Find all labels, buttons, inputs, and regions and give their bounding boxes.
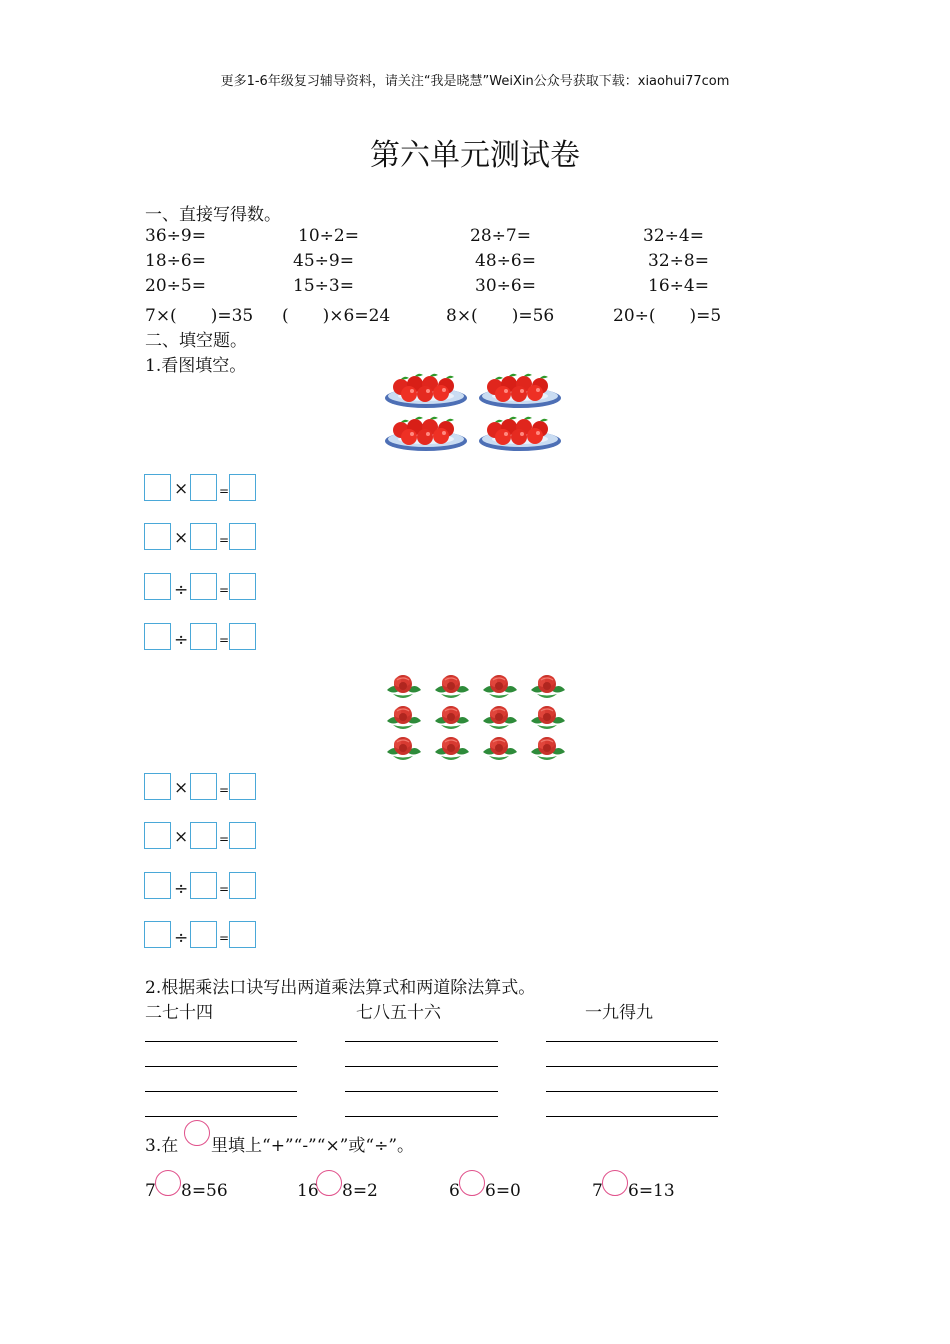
section2-heading: 二、填空题。 <box>145 331 247 351</box>
problem: 45÷9= <box>293 251 354 271</box>
q3-left-operand: 16 <box>297 1181 319 1201</box>
problem: 18÷6= <box>145 251 206 271</box>
operator-circle[interactable] <box>316 1170 342 1196</box>
operator-circle-example <box>184 1120 210 1146</box>
answer-line[interactable] <box>145 1091 297 1092</box>
q3-label-end: 里填上“+”“-”“×”或“÷”。 <box>211 1136 415 1156</box>
answer-box[interactable] <box>190 573 217 600</box>
answer-box[interactable] <box>229 773 256 800</box>
answer-box[interactable] <box>144 872 171 899</box>
q3-right-part: 6=0 <box>485 1181 521 1201</box>
answer-box[interactable] <box>229 623 256 650</box>
q3-left-operand: 6 <box>449 1181 460 1201</box>
answer-box[interactable] <box>144 474 171 501</box>
answer-box[interactable] <box>190 773 217 800</box>
roses-image <box>385 670 570 765</box>
answer-box[interactable] <box>229 523 256 550</box>
operator-circle[interactable] <box>459 1170 485 1196</box>
problem: 16÷4= <box>648 276 709 296</box>
answer-line[interactable] <box>145 1066 297 1067</box>
equals-sign: = <box>219 832 230 846</box>
equals-sign: = <box>219 783 230 797</box>
problem: 30÷6= <box>475 276 536 296</box>
rhyme: 一九得九 <box>585 1003 653 1023</box>
answer-box[interactable] <box>144 573 171 600</box>
problem: 32÷8= <box>648 251 709 271</box>
answer-box[interactable] <box>190 822 217 849</box>
answer-line[interactable] <box>345 1066 498 1067</box>
problem: ( )×6=24 <box>282 306 391 326</box>
problem: 48÷6= <box>475 251 536 271</box>
operator: ÷ <box>174 630 189 650</box>
answer-line[interactable] <box>345 1041 498 1042</box>
answer-line[interactable] <box>145 1041 297 1042</box>
equals-sign: = <box>219 931 230 945</box>
answer-line[interactable] <box>345 1091 498 1092</box>
page-title: 第六单元测试卷 <box>370 138 580 173</box>
q3-label-start: 3.在 <box>145 1136 179 1156</box>
equals-sign: = <box>219 533 230 547</box>
equals-sign: = <box>219 633 230 647</box>
q3-right-part: 8=56 <box>181 1181 228 1201</box>
answer-box[interactable] <box>229 822 256 849</box>
problem: 20÷( )=5 <box>613 306 722 326</box>
operator: × <box>174 778 189 798</box>
rhyme: 七八五十六 <box>356 1003 441 1023</box>
problem: 8×( )=56 <box>446 306 555 326</box>
q3-right-part: 8=2 <box>342 1181 378 1201</box>
operator: × <box>174 479 189 499</box>
answer-box[interactable] <box>190 921 217 948</box>
answer-box[interactable] <box>144 523 171 550</box>
answer-line[interactable] <box>546 1041 718 1042</box>
answer-line[interactable] <box>345 1116 498 1117</box>
operator: × <box>174 827 189 847</box>
answer-box[interactable] <box>144 921 171 948</box>
answer-line[interactable] <box>546 1116 718 1117</box>
problem: 20÷5= <box>145 276 206 296</box>
q2-label: 2.根据乘法口诀写出两道乘法算式和两道除法算式。 <box>145 978 536 998</box>
section1-heading: 一、直接写得数。 <box>145 205 281 225</box>
apple-plates-image <box>383 370 568 460</box>
answer-box[interactable] <box>190 474 217 501</box>
answer-box[interactable] <box>190 623 217 650</box>
q3-left-operand: 7 <box>145 1181 156 1201</box>
rhyme: 二七十四 <box>145 1003 213 1023</box>
answer-box[interactable] <box>229 872 256 899</box>
operator: ÷ <box>174 879 189 899</box>
problem: 28÷7= <box>470 226 531 246</box>
q1-label: 1.看图填空。 <box>145 356 247 376</box>
equals-sign: = <box>219 484 230 498</box>
operator: ÷ <box>174 580 189 600</box>
problem: 7×( )=35 <box>145 306 254 326</box>
operator-circle[interactable] <box>155 1170 181 1196</box>
answer-line[interactable] <box>145 1116 297 1117</box>
q3-left-operand: 7 <box>592 1181 603 1201</box>
problem: 36÷9= <box>145 226 206 246</box>
answer-box[interactable] <box>229 573 256 600</box>
operator-circle[interactable] <box>602 1170 628 1196</box>
answer-box[interactable] <box>229 474 256 501</box>
equals-sign: = <box>219 583 230 597</box>
answer-box[interactable] <box>144 822 171 849</box>
q3-right-part: 6=13 <box>628 1181 675 1201</box>
operator: × <box>174 528 189 548</box>
equals-sign: = <box>219 882 230 896</box>
answer-line[interactable] <box>546 1091 718 1092</box>
answer-box[interactable] <box>190 872 217 899</box>
answer-box[interactable] <box>190 523 217 550</box>
answer-box[interactable] <box>144 623 171 650</box>
answer-box[interactable] <box>229 921 256 948</box>
problem: 32÷4= <box>643 226 704 246</box>
answer-line[interactable] <box>546 1066 718 1067</box>
header-note: 更多1-6年级复习辅导资料，请关注“我是晓慧”WeiXin公众号获取下载：xiaohui77com <box>220 74 730 89</box>
answer-box[interactable] <box>144 773 171 800</box>
problem: 10÷2= <box>298 226 359 246</box>
operator: ÷ <box>174 928 189 948</box>
problem: 15÷3= <box>293 276 354 296</box>
